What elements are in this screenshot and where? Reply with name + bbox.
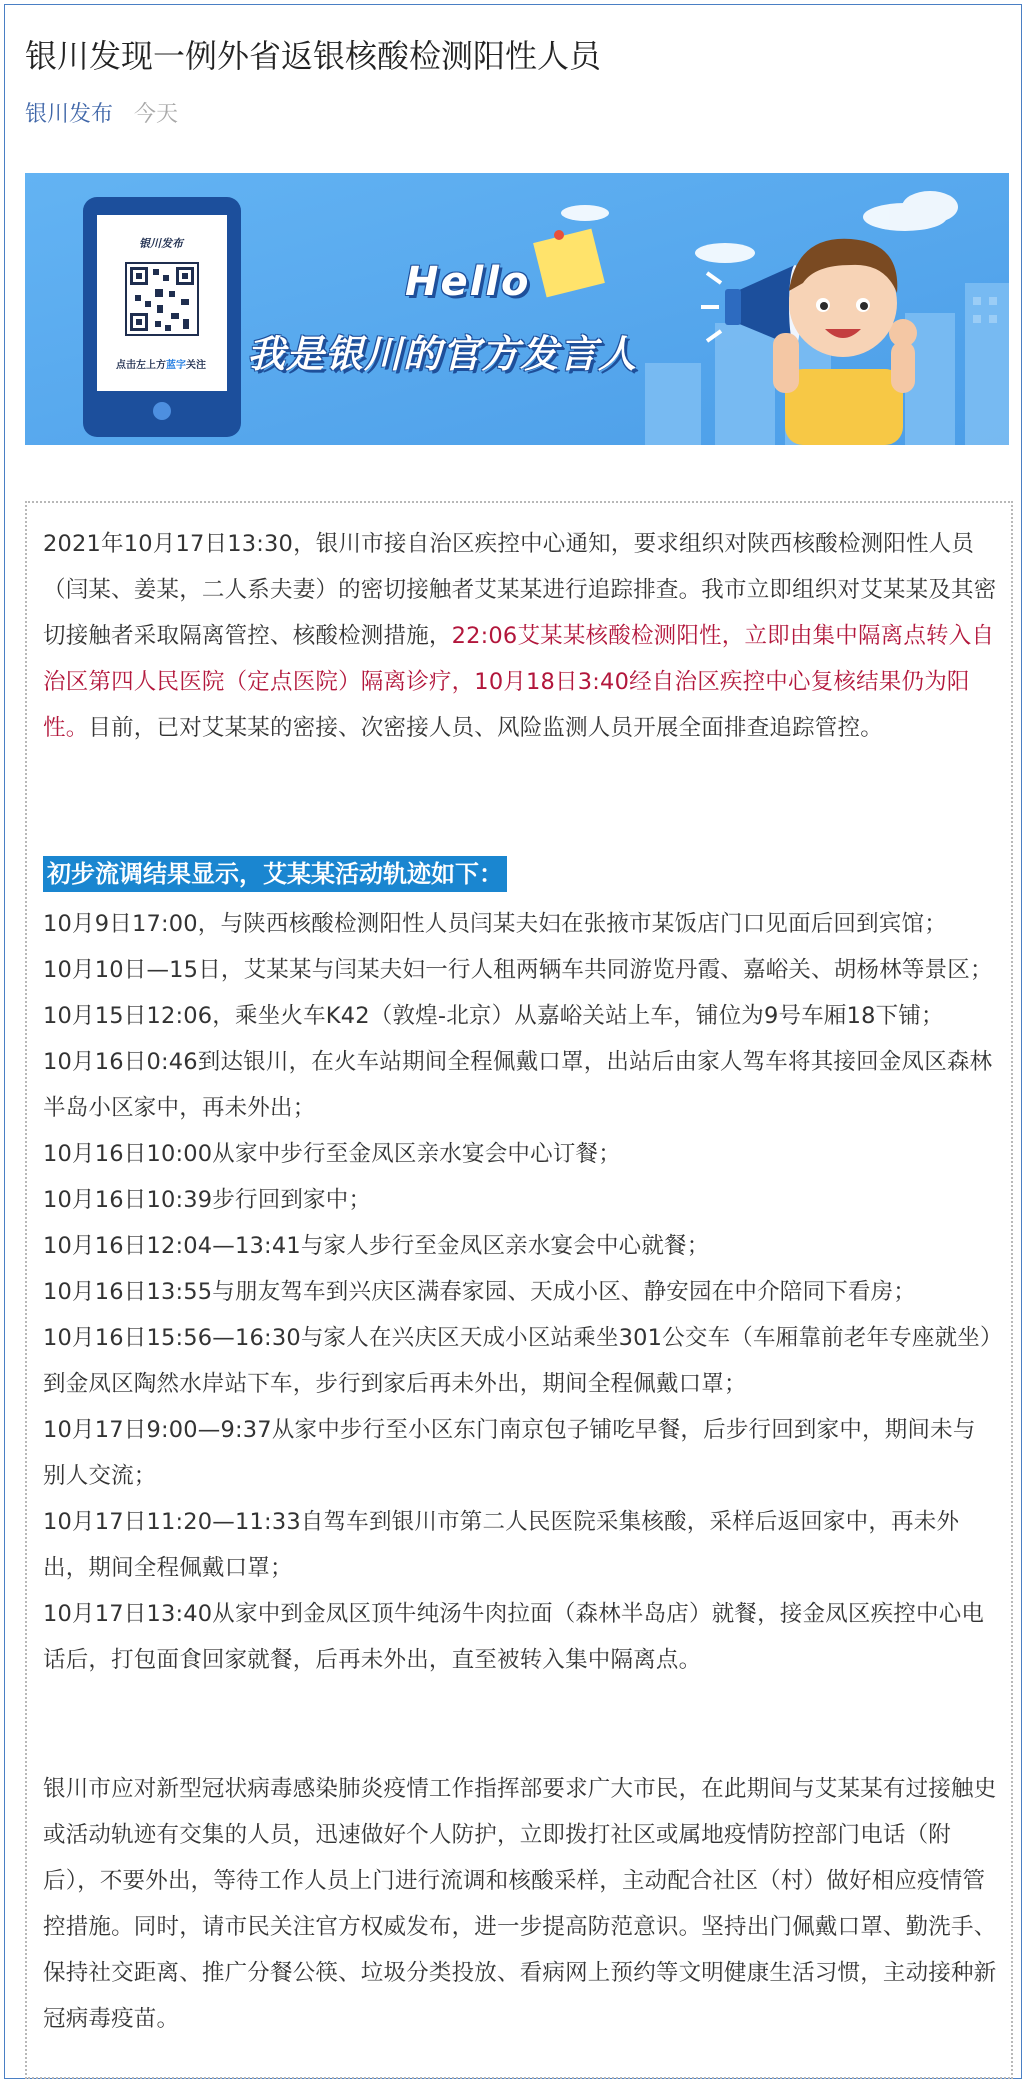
trajectory-item: 10月17日11:20—11:33自驾车到银川市第二人民医院采集核酸，采样后返回家中，再未外出，期间全程佩戴口罩； — [43, 1509, 960, 1581]
trajectory-item: 10月17日13:40从家中到金凤区顶牛纯汤牛肉拉面（森林半岛店）就餐，接金凤区疾控中心电话后，打包面食回家就餐，后再未外出，直至被转入集中隔离点。 — [43, 1601, 985, 1673]
trajectory-item: 10月16日0:46到达银川，在火车站期间全程佩戴口罩，出站后由家人驾车将其接回金凤区森林半岛小区家中，再未外出； — [43, 1049, 993, 1121]
trajectory-item: 10月17日9:00—9:37从家中步行至小区东门南京包子铺吃早餐，后步行回到家中，期间未与别人交流； — [43, 1417, 976, 1489]
trajectory-item: 10月9日17:00，与陕西核酸检测阳性人员闫某夫妇在张掖市某饭店门口见面后回到宾馆； — [43, 911, 947, 937]
trajectory-item: 10月16日12:04—13:41与家人步行至金凤区亲水宴会中心就餐； — [43, 1233, 710, 1259]
qr-code-icon — [126, 263, 198, 335]
banner-image — [25, 173, 1009, 445]
banner-slogan: 我是银川的官方发言人 — [247, 332, 638, 376]
banner-illustration — [25, 173, 1009, 445]
trajectory-heading: 初步流调结果显示，艾某某活动轨迹如下： — [43, 856, 507, 892]
trajectory-list — [43, 901, 997, 1683]
article-meta — [25, 97, 178, 128]
trajectory-item: 10月10日—15日，艾某某与闫某夫妇一行人租两辆车共同游览丹霞、嘉峪关、胡杨林等景区； — [43, 957, 993, 983]
trajectory-item: 10月16日15:56—16:30与家人在兴庆区天成小区站乘坐301公交车（车厢靠前老年专座就坐）到金凤区陶然水岸站下车，步行到家后再未外出，期间全程佩戴口罩； — [43, 1325, 992, 1397]
phone-brand-label: 银川发布 — [139, 237, 183, 250]
intro-paragraph — [43, 521, 997, 751]
trajectory-item: 10月16日10:00从家中步行至金凤区亲水宴会中心订餐； — [43, 1141, 621, 1167]
phone-caption — [100, 356, 222, 371]
trajectory-item: 10月16日13:55与朋友驾车到兴庆区满春家园、天成小区、静安园在中介陪同下看房； — [43, 1279, 917, 1305]
trajectory-item: 10月16日10:39步行回到家中； — [43, 1187, 372, 1213]
article-title: 银川发现一例外省返银核酸检测阳性人员 — [25, 37, 602, 75]
trajectory-item: 10月15日12:06，乘坐火车K42（敦煌-北京）从嘉峪关站上车，铺位为9号车厢18下铺； — [43, 1003, 944, 1029]
caption-text-before: 点击左上方 — [116, 360, 166, 371]
banner-hello-text: Hello — [405, 259, 531, 305]
caption-text-after: 关注 — [186, 360, 206, 371]
publish-date: 今天 — [134, 102, 179, 127]
author-link[interactable]: 银川发布 — [25, 102, 114, 127]
article-frame — [4, 4, 1022, 2079]
caption-highlight: 蓝字 — [166, 360, 186, 371]
closing-paragraph: 银川市应对新型冠状病毒感染肺炎疫情工作指挥部要求广大市民，在此期间与艾某某有过接触史或活动轨迹有交集的人员，迅速做好个人防护，立即拨打社区或属地疫情防控部门电话（附后），不要外出，等待工作人员上门进行流调和核酸采样，主动配合社区（村）做好相应疫情管控措施。同时，请市民关注官方权威发布，进一步提高防范意识。坚持出门佩戴口罩、勤洗手、保持社交距离、推广分餐公筷、垃圾分类投放、看病网上预约等文明健康生活习惯，主动接种新冠病毒疫苗。 — [43, 1776, 997, 2032]
article-body — [25, 501, 1013, 2079]
intro-text: 2021年10月17日13:30，银川市接自治区疾控中心通知，要求组织对陕西核酸检测阳性人员（闫某、姜某，二人系夫妻）的密切接触者艾某某进行追踪排查。我市立即组织对艾某某及其密切接触者采取隔离管控、核酸检测措施， — [43, 531, 997, 649]
intro-highlight-text: 22:06艾某某核酸检测阳性，立即由集中隔离点转入自治区第四人民医院（定点医院）隔离诊疗，10月18日3:40经自治区疾控中心复核结果仍为阳性。 — [43, 623, 995, 741]
intro-text-end: 目前，已对艾某某的密接、次密接人员、风险监测人员开展全面排查追踪管控。 — [88, 715, 883, 741]
